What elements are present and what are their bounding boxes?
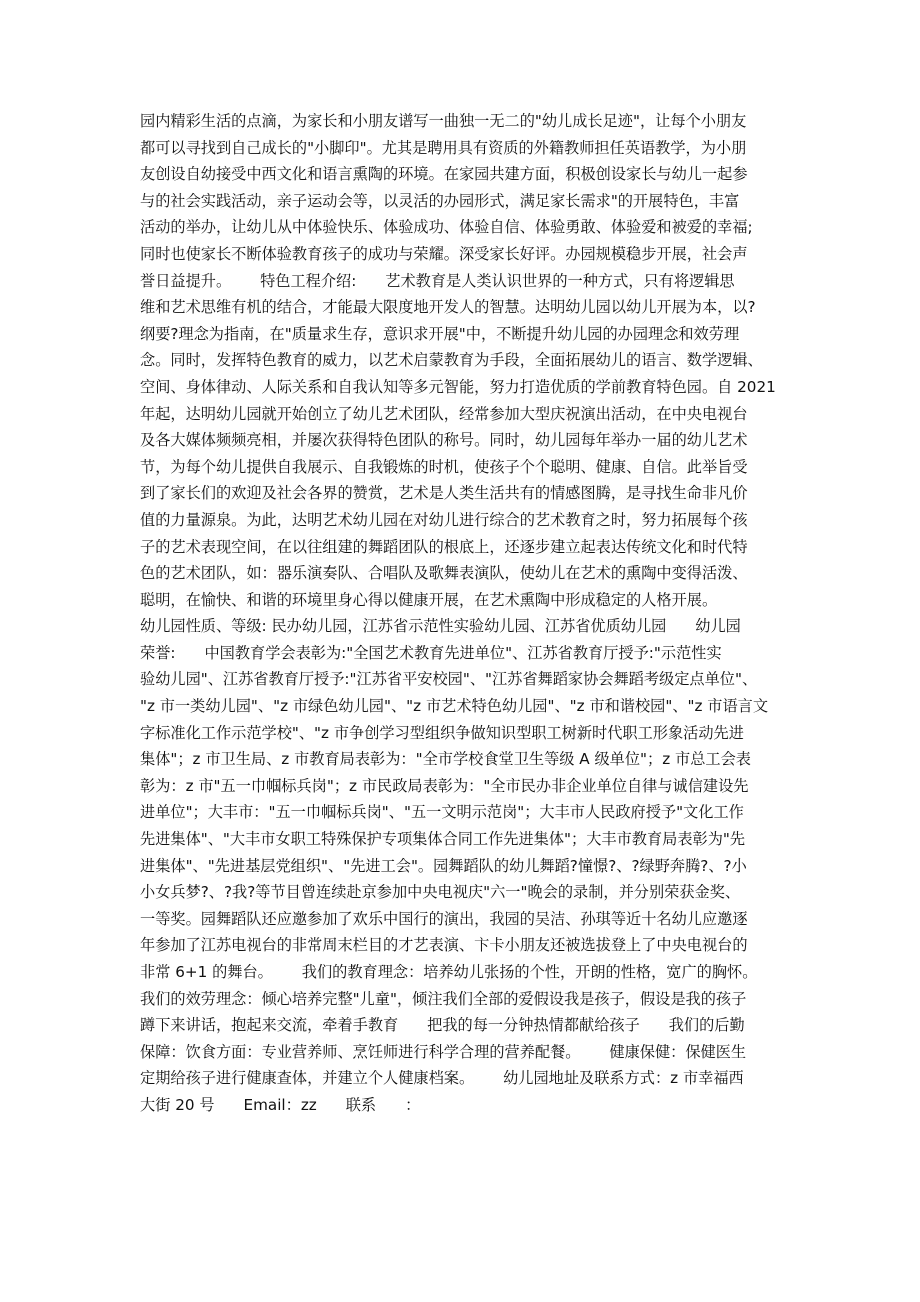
text-line: 年参加了江苏电视台的非常周末栏目的才艺表演、卞卡小朋友还被选拔登上了中央电视台的 bbox=[140, 936, 748, 955]
text-line: 先进集体"、"大丰市女职工特殊保护专项集体合同工作先进集体"；大丰市教育局表彰为"先 bbox=[140, 830, 746, 849]
text-line: 保障：饮食方面：专业营养师、烹饪师进行科学合理的营养配餐。 健康保健：保健医生 bbox=[140, 1042, 747, 1061]
text-line: 与的社会实践活动，亲子运动会等，以灵活的办园形式，满足家长需求"的开展特色，丰富 bbox=[140, 191, 740, 210]
text-line: 友创设自幼接受中西文化和语言熏陶的环境。在家园共建方面，积极创设家长与幼儿一起参 bbox=[140, 165, 748, 184]
text-line: 定期给孩子进行健康查体，并建立个人健康档案。 幼儿园地址及联系方式：z 市幸福西 bbox=[140, 1069, 744, 1088]
text-line: 活动的举办，让幼儿从中体验快乐、体验成功、体验自信、体验勇敢、体验爱和被爱的幸福; bbox=[140, 218, 753, 237]
text-line: 小女兵梦?、?我?等节目曾连续赴京参加中央电视庆"六一"晚会的录制，并分别荣获金奖、 bbox=[140, 883, 741, 902]
text-line: 集体"；z 市卫生局、z 市教育局表彰为："全市学校食堂卫生等级 A 级单位"；z 市总工会表 bbox=[140, 750, 751, 769]
text-line: 荣誉: 中国教育学会表彰为:"全国艺术教育先进单位"、江苏省教育厅授予:"示范性实 bbox=[140, 643, 722, 662]
text-line: 验幼儿园"、江苏省教育厅授予:"江苏省平安校园"、"江苏省舞蹈家协会舞蹈考级定点单位"、 bbox=[140, 670, 758, 689]
text-line: 聪明，在愉快、和谐的环境里身心得以健康开展，在艺术熏陶中形成稳定的人格开展。 bbox=[140, 590, 718, 609]
text-line: 进集体"、"先进基层党组织"、"先进工会"。园舞蹈队的幼儿舞蹈?憧憬?、?绿野奔腾?、?小 bbox=[140, 856, 747, 875]
text-line: 幼儿园性质、等级: 民办幼儿园，江苏省示范性实验幼儿园、江苏省优质幼儿园 幼儿园 bbox=[140, 617, 741, 636]
text-line: 子的艺术表现空间，在以往组建的舞蹈团队的根底上，还逐步建立起表达传统文化和时代特 bbox=[140, 537, 748, 556]
text-line: 值的力量源泉。为此，达明艺术幼儿园在对幼儿进行综合的艺术教育之时，努力拓展每个孩 bbox=[140, 510, 748, 529]
text-line: 进单位"；大丰市："五一巾帼标兵岗"、"五一文明示范岗"；大丰市人民政府授予"文化工作 bbox=[140, 803, 744, 822]
text-line: 同时也使家长不断体验教育孩子的成功与荣耀。深受家长好评。办园规模稳步开展，社会声 bbox=[140, 244, 748, 263]
text-line: 色的艺术团队，如：器乐演奏队、合唱队及歌舞表演队，使幼儿在艺术的熏陶中变得活泼、 bbox=[140, 564, 748, 583]
text-line: 一等奖。园舞蹈队还应邀参加了欢乐中国行的演出，我园的吴洁、孙琪等近十名幼儿应邀逐 bbox=[140, 909, 748, 928]
text-line: 我们的效劳理念：倾心培养完整"儿童"，倾注我们全部的爱假设我是孩子，假设是我的孩子 bbox=[140, 989, 747, 1008]
text-line: 念。同时，发挥特色教育的威力，以艺术启蒙教育为手段，全面拓展幼儿的语言、数学逻辑、 bbox=[140, 351, 763, 370]
text-line: 誉日益提升。 特色工程介绍: 艺术教育是人类认识世界的一种方式，只有将逻辑思 bbox=[140, 271, 735, 290]
text-line: 非常 6+1 的舞台。 我们的教育理念：培养幼儿张扬的个性，开朗的性格，宽广的胸怀。 bbox=[140, 963, 758, 981]
text-line: 年起，达明幼儿园就开始创立了幼儿艺术团队，经常参加大型庆祝演出活动，在中央电视台 bbox=[140, 404, 748, 423]
text-line: 到了家长们的欢迎及社会各界的赞赏，艺术是人类生活共有的情感图腾，是寻找生命非凡价 bbox=[140, 484, 748, 503]
text-line: 维和艺术思维有机的结合，才能最大限度地开发人的智慧。达明幼儿园以幼儿开展为本，以? bbox=[140, 298, 756, 317]
text-line: 字标准化工作示范学校"、"z 市争创学习型组织争做知识型职工树新时代职工形象活动先进 bbox=[140, 723, 744, 742]
text-line: 节，为每个幼儿提供自我展示、自我锻炼的时机，使孩子个个聪明、健康、自信。此举旨受 bbox=[140, 457, 748, 476]
text-line: 大街 20 号 Email：zz 联系 ： bbox=[140, 1095, 421, 1114]
text-line: 空间、身体律动、人际关系和自我认知等多元智能，努力打造优质的学前教育特色园。自 2021 bbox=[140, 377, 776, 396]
body-text bbox=[140, 108, 785, 1119]
text-line: 园内精彩生活的点滴，为家长和小朋友谱写一曲独一无二的"幼儿成长足迹"，让每个小朋友 bbox=[140, 112, 747, 130]
text-line: "z 市一类幼儿园"、"z 市绿色幼儿园"、"z 市艺术特色幼儿园"、"z 市和谐校园"、"z 市语言文 bbox=[140, 697, 769, 716]
text-line: 及各大媒体频频亮相，并屡次获得特色团队的称号。同时，幼儿园每年举办一届的幼儿艺术 bbox=[140, 431, 748, 450]
text-line: 纲要?理念为指南，在"质量求生存，意识求开展"中，不断提升幼儿园的办园理念和效劳理 bbox=[140, 324, 740, 343]
text-line: 彰为：z 市"五一巾帼标兵岗"；z 市民政局表彰为："全市民办非企业单位自律与诚信建设先 bbox=[140, 776, 749, 795]
text-line: 蹲下来讲话，抱起来交流，牵着手教育 把我的每一分钟热情都献给孩子 我们的后勤 bbox=[140, 1016, 745, 1035]
text-line: 都可以寻找到自己成长的"小脚印"。尤其是聘用具有资质的外籍教师担任英语教学，为小朋 bbox=[140, 138, 747, 157]
